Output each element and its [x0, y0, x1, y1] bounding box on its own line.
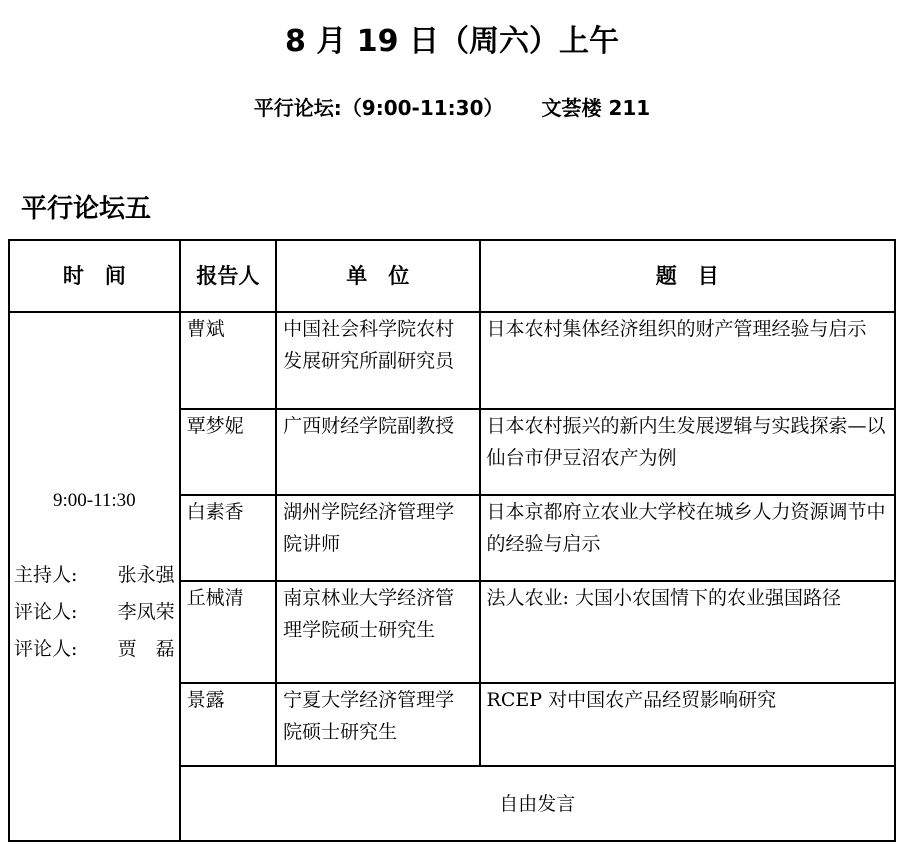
- session-venue: 文荟楼 211: [541, 96, 651, 120]
- reporter-cell: 白素香: [180, 495, 276, 581]
- time-cell: [9, 312, 180, 841]
- topic-cell: 日本农村集体经济组织的财产管理经验与启示: [480, 312, 895, 409]
- topic-cell: 日本农村振兴的新内生发展逻辑与实践探索—以仙台市伊豆沼农产为例: [480, 409, 895, 495]
- commentator-role: 评论人:: [14, 601, 78, 623]
- reporter-cell: 覃梦妮: [180, 409, 276, 495]
- session-line: [0, 92, 904, 121]
- topic-cell: 日本京都府立农业大学校在城乡人力资源调节中的经验与启示: [480, 495, 895, 581]
- commentator-line: [14, 631, 175, 668]
- reporter-cell: 丘械清: [180, 581, 276, 683]
- session-time-value: 9:00-11:30: [52, 490, 136, 511]
- page-title: 8 月 19 日（周六）上午: [285, 24, 619, 59]
- host-role: 主持人:: [14, 564, 78, 586]
- commentator-line: [14, 594, 175, 631]
- reporter-cell: 曹斌: [180, 312, 276, 409]
- unit-cell: 中国社会科学院农村发展研究所副研究员: [276, 312, 479, 409]
- unit-cell: 南京林业大学经济管理学院硕士研究生: [276, 581, 479, 683]
- topic-cell: RCEP 对中国农产品经贸影响研究: [480, 683, 895, 766]
- reporter-cell: 景露: [180, 683, 276, 766]
- commentator-name: 李凤荣: [117, 601, 175, 623]
- column-header-unit: 单 位: [276, 240, 479, 312]
- host-name: 张永强: [117, 564, 175, 586]
- free-speech-cell: 自由发言: [180, 766, 895, 841]
- forum-title: 平行论坛五: [21, 194, 152, 224]
- column-header-topic: 题 目: [480, 240, 895, 312]
- unit-cell: 广西财经学院副教授: [276, 409, 479, 495]
- commentator-name: 贾 磊: [117, 638, 175, 660]
- unit-cell: 宁夏大学经济管理学院硕士研究生: [276, 683, 479, 766]
- topic-cell: 法人农业: 大国小农国情下的农业强国路径: [480, 581, 895, 683]
- column-header-time: 时 间: [9, 240, 180, 312]
- commentator-role: 评论人:: [14, 638, 78, 660]
- table-header-row: [9, 240, 895, 312]
- schedule-table: [8, 239, 896, 842]
- host-line: [14, 557, 175, 594]
- session-time: 平行论坛:（9:00-11:30）: [253, 96, 504, 120]
- column-header-reporter: 报告人: [180, 240, 276, 312]
- table-row: [9, 312, 895, 409]
- unit-cell: 湖州学院经济管理学院讲师: [276, 495, 479, 581]
